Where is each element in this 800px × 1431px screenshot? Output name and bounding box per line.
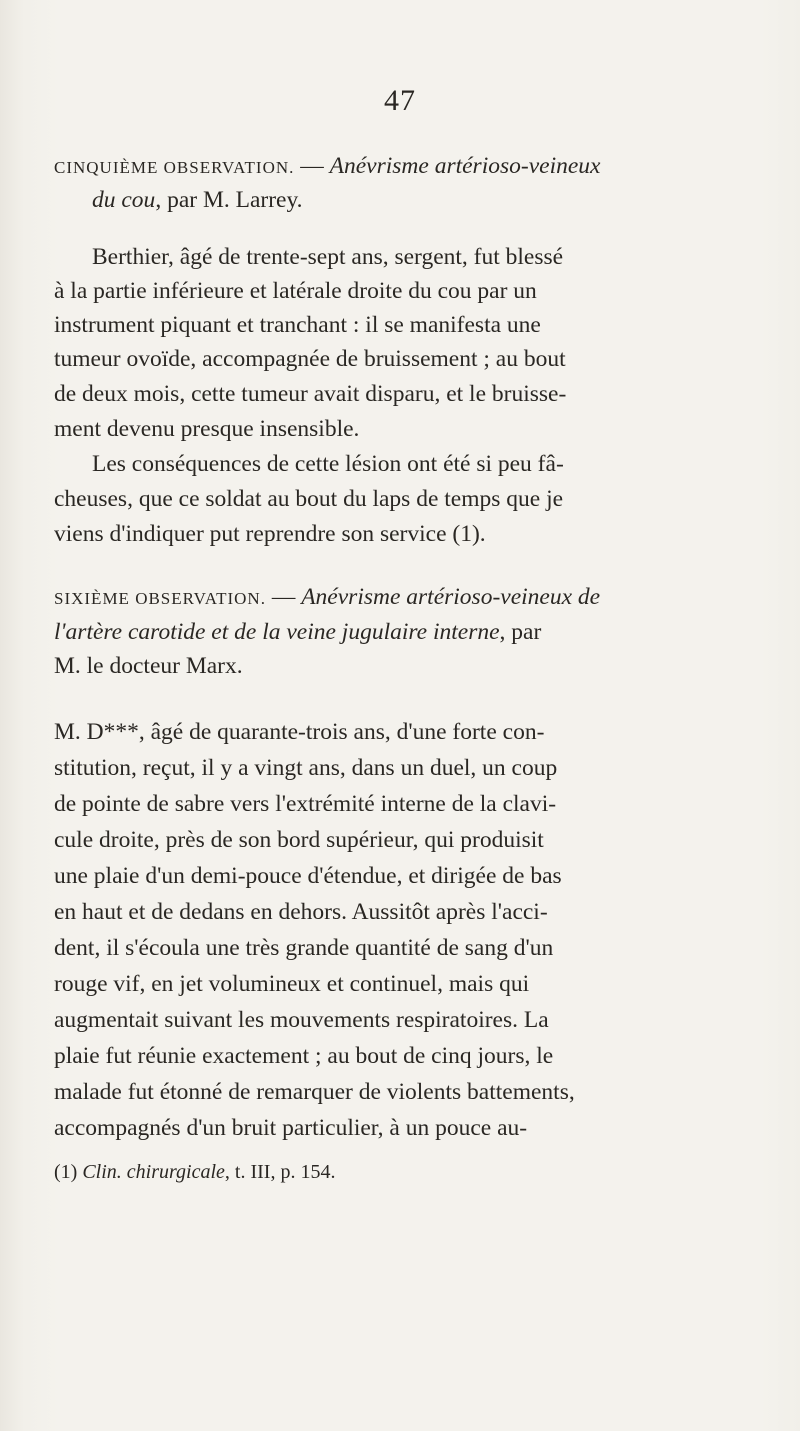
observation-5-title-cont: du cou <box>92 187 156 213</box>
observation-6-title-tail: , par <box>499 619 542 645</box>
text-line: instrument piquant et tranchant : il se manifesta une <box>54 312 541 338</box>
text-line: accompagnés d'un bruit particulier, à un pouce au- <box>54 1115 528 1141</box>
observation-5-lead: CINQUIÈME OBSERVATION. <box>54 158 295 177</box>
text-line: cule droite, près de son bord supérieur, qui produisit <box>54 827 544 853</box>
text-line: à la partie inférieure et latérale droite du cou par un <box>54 278 537 304</box>
text-line: plaie fut réunie exactement ; au bout de cinq jours, le <box>54 1043 554 1069</box>
observation-5-heading-cont <box>92 189 303 213</box>
observation-6-title: Anévrisme artérioso-veineux de <box>301 584 601 610</box>
page-number: 47 <box>384 84 416 117</box>
observation-6-author: M. le docteur Marx. <box>54 653 243 679</box>
observation-6-dash: — <box>265 584 302 610</box>
observation-6-lead: SIXIÈME OBSERVATION. <box>54 589 266 608</box>
text-line: en haut et de dedans en dehors. Aussitôt après l'acci- <box>54 899 548 925</box>
text-line: de pointe de sabre vers l'extrémité interne de la clavi- <box>54 791 557 817</box>
observation-6-heading-cont <box>54 621 541 645</box>
observation-6-title-cont: l'artère carotide et de la veine jugulaire interne <box>54 619 500 645</box>
text-line: ment devenu presque insensible. <box>54 416 360 442</box>
text-line: viens d'indiquer put reprendre son service (1). <box>54 521 486 547</box>
text-line: rouge vif, en jet volumineux et continuel, mais qui <box>54 971 530 997</box>
text-line: Les conséquences de cette lésion ont été si peu fâ- <box>92 451 564 477</box>
footnote-marker: (1) <box>54 1161 83 1183</box>
footnote-source: Clin. chirurgicale <box>82 1161 225 1183</box>
text-line: malade fut étonné de remarquer de violents battements, <box>54 1079 575 1105</box>
text-line: Berthier, âgé de trente-sept ans, sergent, fut blessé <box>92 244 564 270</box>
observation-5-title: Anévrisme artérioso-veineux <box>329 153 601 179</box>
text-line: stitution, reçut, il y a vingt ans, dans un duel, un coup <box>54 755 558 781</box>
footnote-ref: , t. III, p. 154. <box>224 1161 336 1183</box>
text-line: cheuses, que ce soldat au bout du laps de temps que je <box>54 486 564 512</box>
observation-6-heading <box>54 586 600 610</box>
observation-5-dash: — <box>294 153 330 179</box>
text-line: augmentait suivant les mouvements respiratoires. La <box>54 1007 549 1033</box>
text-line: de deux mois, cette tumeur avait disparu, et le bruisse- <box>54 381 567 407</box>
text-line: tumeur ovoïde, accompagnée de bruissement ; au bout <box>54 346 566 372</box>
observation-5-author: , par M. Larrey. <box>155 187 303 213</box>
text-line: M. D***, âgé de quarante-trois ans, d'une forte con- <box>54 719 545 745</box>
footnote <box>54 1162 335 1182</box>
observation-5-heading <box>54 155 600 179</box>
text-line: une plaie d'un demi-pouce d'étendue, et dirigée de bas <box>54 863 562 889</box>
text-line: dent, il s'écoula une très grande quantité de sang d'un <box>54 935 554 961</box>
